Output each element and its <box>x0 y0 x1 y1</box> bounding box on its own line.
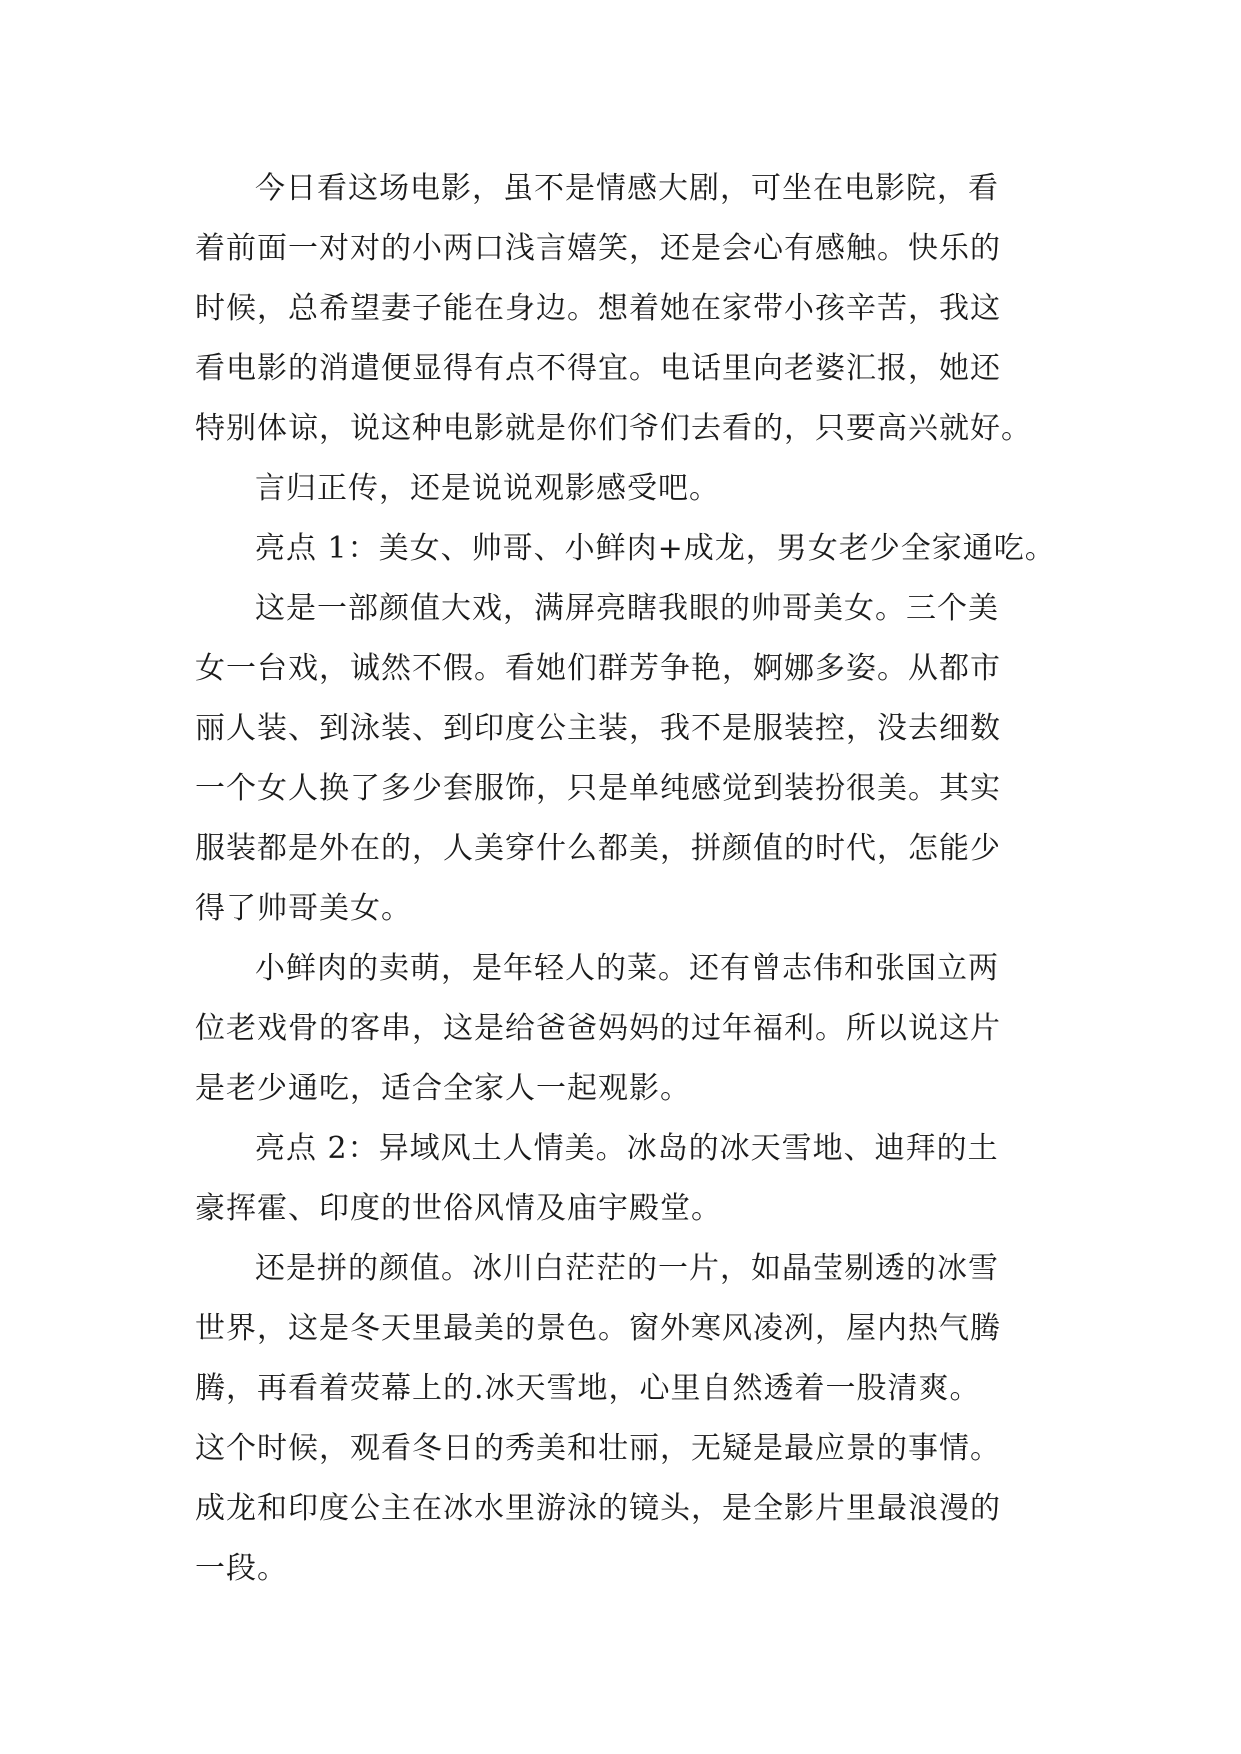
highlight-heading-2: 亮点 2：异域风土人情美。冰岛的冰天雪地、迪拜的土 <box>255 1131 999 1166</box>
paragraph-line: 是老少通吃，适合全家人一起观影。 <box>195 1071 691 1106</box>
paragraph-line: 着前面一对对的小两口浅言嬉笑，还是会心有感触。快乐的 <box>195 231 1001 266</box>
paragraph-line: 丽人装、到泳装、到印度公主装，我不是服装控，没去细数 <box>195 711 1001 746</box>
paragraph-line: 腾，再看着荧幕上的.冰天雪地，心里自然透着一股清爽。 <box>195 1371 981 1406</box>
article-body <box>195 159 1075 1599</box>
paragraph-line: 服装都是外在的，人美穿什么都美，拼颜值的时代，怎能少 <box>195 831 1001 866</box>
paragraph-line: 特别体谅，说这种电影就是你们爷们去看的，只要高兴就好。 <box>195 411 1032 446</box>
paragraph-line: 这个时候，观看冬日的秀美和壮丽，无疑是最应景的事情。 <box>195 1431 1001 1466</box>
paragraph-line: 位老戏骨的客串，这是给爸爸妈妈的过年福利。所以说这片 <box>195 1011 1001 1046</box>
paragraph-line: 看电影的消遣便显得有点不得宜。电话里向老婆汇报，她还 <box>195 351 1001 386</box>
paragraph-line: 世界，这是冬天里最美的景色。窗外寒风凌冽，屋内热气腾 <box>195 1311 1001 1346</box>
paragraph-line: 这是一部颜值大戏，满屏亮瞎我眼的帅哥美女。三个美 <box>255 591 999 626</box>
paragraph-line: 女一台戏，诚然不假。看她们群芳争艳，婀娜多姿。从都市 <box>195 651 1001 686</box>
paragraph-line: 还是拼的颜值。冰川白茫茫的一片，如晶莹剔透的冰雪 <box>255 1251 999 1286</box>
paragraph-line: 时候，总希望妻子能在身边。想着她在家带小孩辛苦，我这 <box>195 291 1001 326</box>
paragraph-line: 一段。 <box>195 1551 288 1586</box>
paragraph-line: 成龙和印度公主在冰水里游泳的镜头，是全影片里最浪漫的 <box>195 1491 1001 1526</box>
paragraph-line: 得了帅哥美女。 <box>195 891 412 926</box>
paragraph-line: 言归正传，还是说说观影感受吧。 <box>255 471 720 506</box>
highlight-heading-1: 亮点 1：美女、帅哥、小鲜肉+成龙，男女老少全家通吃。 <box>255 531 1056 566</box>
paragraph-line: 今日看这场电影，虽不是情感大剧，可坐在电影院，看 <box>255 171 999 206</box>
paragraph-line: 豪挥霍、印度的世俗风情及庙宇殿堂。 <box>195 1191 722 1226</box>
paragraph-line: 一个女人换了多少套服饰，只是单纯感觉到装扮很美。其实 <box>195 771 1001 806</box>
paragraph-line: 小鲜肉的卖萌，是年轻人的菜。还有曾志伟和张国立两 <box>255 951 999 986</box>
